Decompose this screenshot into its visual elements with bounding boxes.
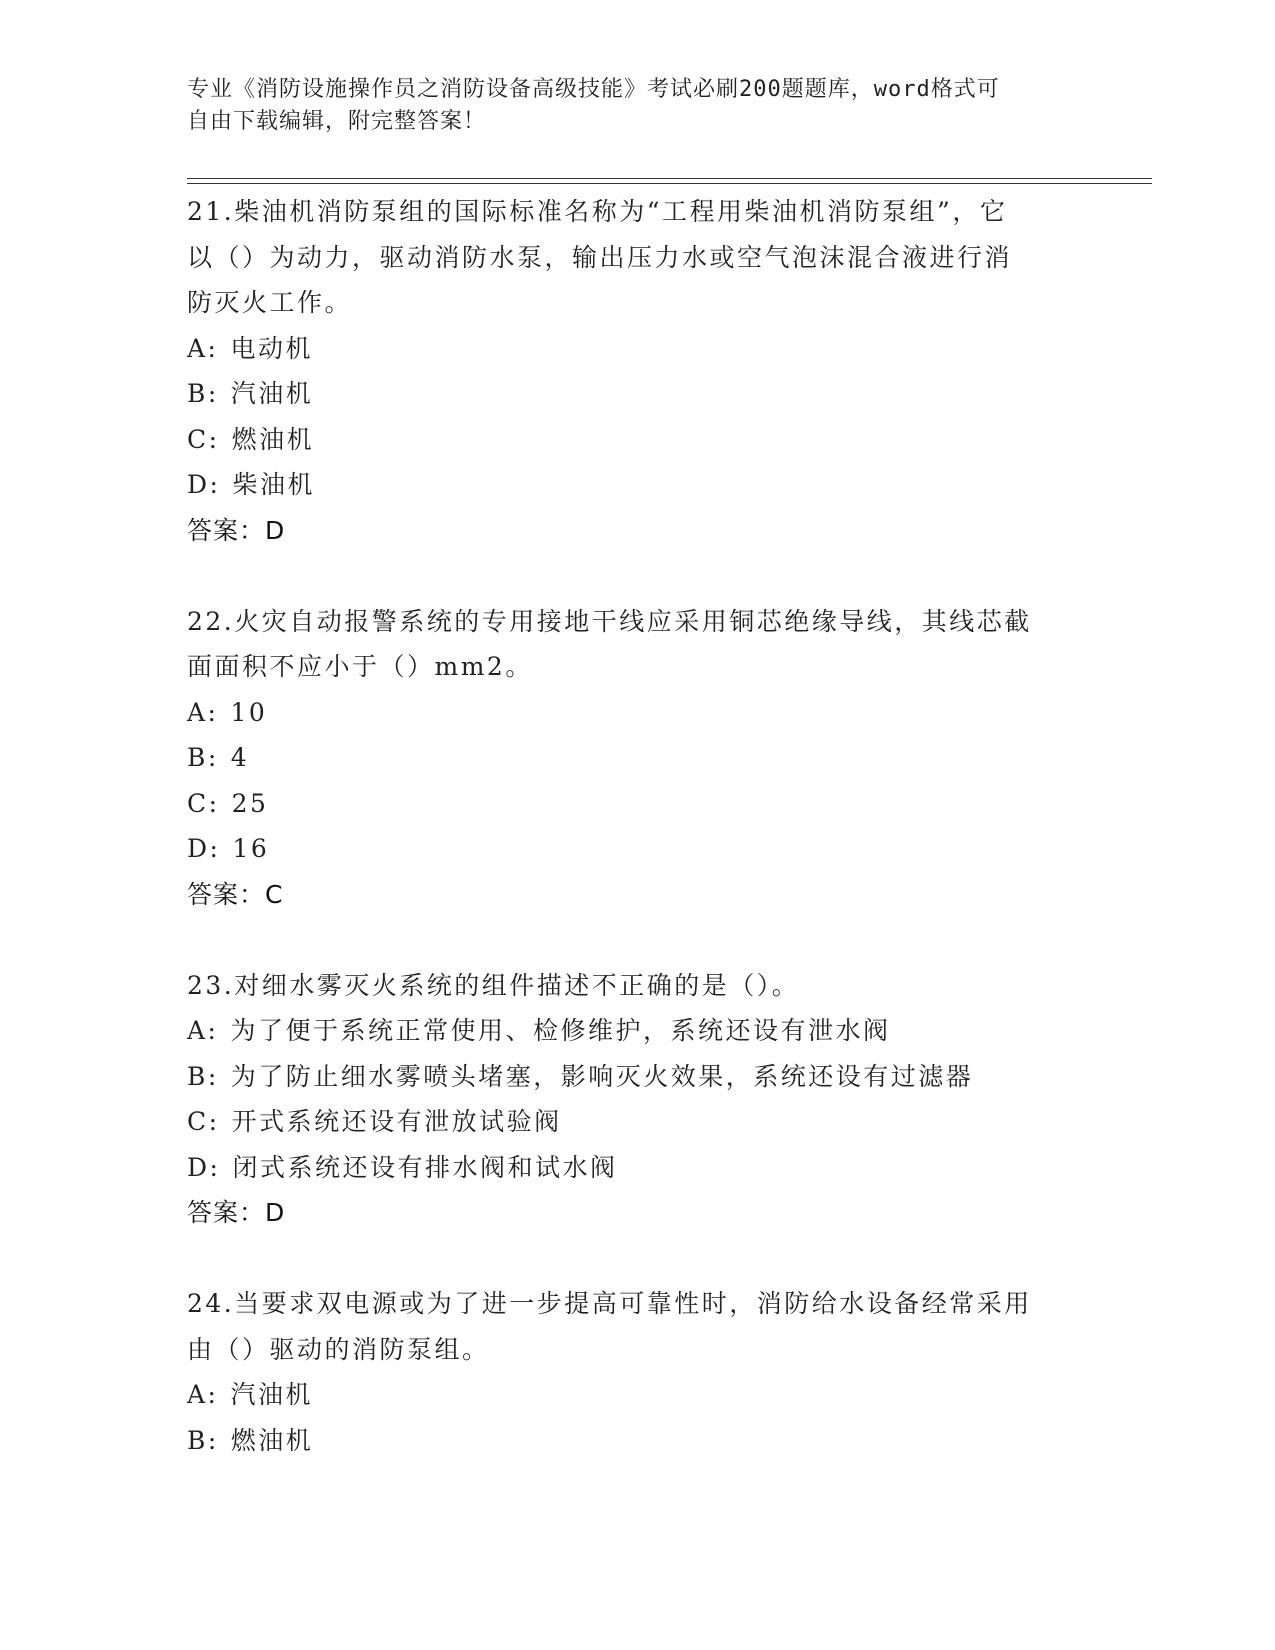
- question-23-option-c: [187, 1099, 1077, 1145]
- question-21-answer: 答案：D: [187, 515, 286, 545]
- option-key: C:: [187, 788, 220, 818]
- question-22-option-a: [187, 690, 1077, 736]
- question-23-option-d: [187, 1145, 1077, 1191]
- question-spacer: [187, 553, 1077, 599]
- option-text: 汽油机: [230, 379, 314, 408]
- option-text: 汽油机: [230, 1380, 313, 1409]
- option-key: C:: [187, 1107, 220, 1136]
- question-22-line-1: 22.火灾自动报警系统的专用接地干线应采用铜芯绝缘导线，其线芯截: [187, 606, 1032, 636]
- question-list: [187, 189, 1077, 1463]
- question-21-option-a: [187, 326, 1077, 372]
- question-21-option-c: [187, 417, 1077, 463]
- option-text: 开式系统还设有泄放试验阀: [231, 1107, 562, 1136]
- option-text: 10: [230, 697, 268, 727]
- question-23-line-1: 23.对细水雾灭火系统的组件描述不正确的是（）。: [187, 970, 800, 1000]
- question-21-line-2: 以（）为动力，驱动消防水泵，输出压力水或空气泡沫混合液进行消: [187, 242, 1013, 272]
- option-text: 25: [231, 788, 269, 818]
- option-text: 燃油机: [230, 1425, 314, 1455]
- question-23-option-b: [187, 1054, 1077, 1100]
- question-21-option-b: [187, 371, 1077, 417]
- option-text: 为了便于系统正常使用、检修维护，系统还设有泄水阀: [230, 1016, 891, 1045]
- option-text: 电动机: [230, 333, 313, 363]
- question-23-option-a: [187, 1008, 1077, 1054]
- option-key: B:: [187, 1425, 219, 1455]
- question-22: [187, 599, 1077, 918]
- option-key: B:: [187, 1061, 219, 1091]
- question-23: [187, 963, 1077, 1236]
- option-key: B:: [187, 379, 219, 408]
- header-divider-top: [187, 178, 1152, 179]
- option-key: B:: [187, 743, 219, 772]
- option-text: 16: [232, 834, 270, 863]
- question-24-line-2: 由（）驱动的消防泵组。: [187, 1334, 490, 1364]
- question-22-line-2: 面面积不应小于（）mm2。: [187, 652, 533, 681]
- header-line-2: 自由下载编辑，附完整答案！: [187, 109, 487, 134]
- question-22-answer: 答案：C: [187, 879, 284, 909]
- question-21: [187, 189, 1077, 553]
- option-key: D:: [187, 470, 221, 499]
- option-key: A:: [187, 1380, 219, 1409]
- header-divider-bottom: [187, 183, 1152, 184]
- question-22-option-b: [187, 735, 1077, 781]
- option-key: A:: [187, 1016, 219, 1045]
- question-21-option-d: [187, 462, 1077, 508]
- header-line-1: 专业《消防设施操作员之消防设备高级技能》考试必刷200题题库，word格式可: [187, 77, 1000, 102]
- option-text: 燃油机: [231, 424, 315, 454]
- option-text: 闭式系统还设有排水阀和试水阀: [232, 1152, 618, 1182]
- question-22-option-c: [187, 781, 1077, 827]
- question-21-line-1: 21.柴油机消防泵组的国际标准名称为“工程用柴油机消防泵组”，它: [187, 197, 1008, 226]
- document-header: [187, 74, 1067, 138]
- question-24-option-b: [187, 1418, 1077, 1464]
- option-key: D:: [187, 834, 221, 863]
- question-22-option-d: [187, 826, 1077, 872]
- option-text: 柴油机: [232, 470, 315, 499]
- option-text: 为了防止细水雾喷头堵塞，影响灭火效果，系统还设有过滤器: [230, 1061, 974, 1091]
- option-key: C:: [187, 424, 220, 454]
- question-24-option-a: [187, 1372, 1077, 1418]
- question-24-line-1: 24.当要求双电源或为了进一步提高可靠性时，消防给水设备经常采用: [187, 1289, 1032, 1318]
- question-21-line-3: 防灭火工作。: [187, 288, 353, 317]
- option-text: 4: [230, 743, 250, 772]
- option-key: D:: [187, 1152, 221, 1182]
- option-key: A:: [187, 697, 219, 727]
- question-23-answer: 答案：D: [187, 1198, 286, 1227]
- question-24: [187, 1281, 1077, 1463]
- question-spacer: [187, 917, 1077, 963]
- option-key: A:: [187, 333, 219, 363]
- question-spacer: [187, 1236, 1077, 1282]
